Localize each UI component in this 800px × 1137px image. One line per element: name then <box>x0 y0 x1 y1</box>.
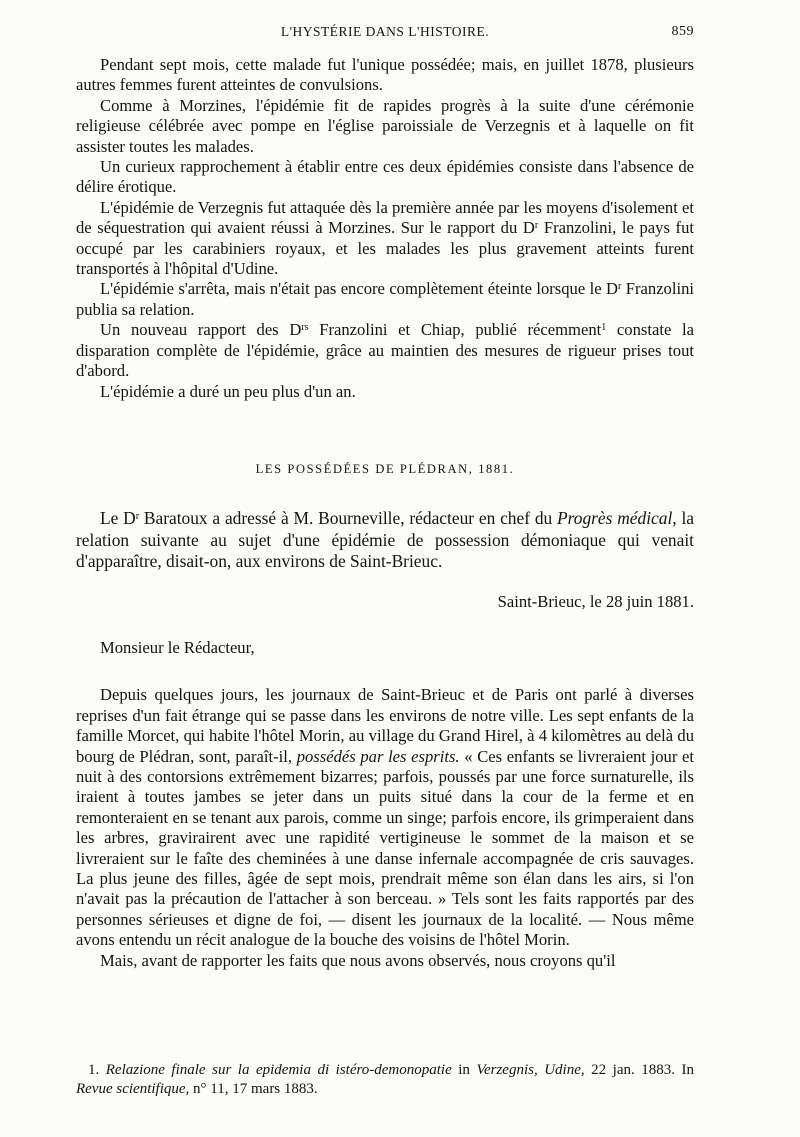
paragraph: Pendant sept mois, cette malade fut l'unique possédée; mais, en juillet 1878, plusieurs autres femmes furent atteintes de convulsions. <box>76 55 694 95</box>
letter-paragraph: Depuis quelques jours, les journaux de Saint-Brieuc et de Paris ont parlé à diverses reprises d'un fait étrange qui se passe dans les environs de notre ville. Les sept enfants de la famille Morcet, qui habite l'hôtel Morin, au village du Grand Hirel, à 4 kilomètres au delà du bourg de Plédran, sont, paraît-il, possédés par les esprits. « Ces enfants se livreraient jour et nuit à des contorsions extrêmement bizarres; parfois, poussés par une force surnaturelle, ils iraient à toutes jambes se jeter dans un puits situé dans la cour de la ferme et en remonteraient en se tenant aux parois, comme un singe; parfois encore, ils grimperaient dans les arbres, gravirairent avec une rapidité vertigineuse le sommet de la maison et se livreraient sur le faîte des cheminées à une danse infernale accompagnée de cris sauvages. La plus jeune des filles, âgée de sept mois, prendrait même son élan dans les airs, si l'on n'avait pas la précaution de l'attacher à son berceau. » Tels sont les faits rapportés par des personnes sérieuses et digne de foi, — disent les journaux de la localité. — Nous même avons entendu un récit analogue de la bouche des voisins de l'hôtel Morin. <box>76 685 695 950</box>
paragraph: L'épidémie s'arrêta, mais n'était pas encore complètement éteinte lorsque le $D^r$ Franzolini publia sa relation. <box>76 279 694 319</box>
page-number: 859 <box>671 24 694 39</box>
section-intro: Le $D^r$ Baratoux a adressé à M. Bourneville, rédacteur en chef du Progrès médical, la relation suivante au sujet d'une épidémie de possession démoniaque qui venait d'apparaître, disait-on, aux environs de Saint-Brieuc. <box>76 508 695 572</box>
section-heading: LES POSSÉDÉES DE PLÉDRAN, 1881. <box>255 461 515 476</box>
paragraph: L'épidémie a duré un peu plus d'un an. <box>100 381 356 401</box>
paragraph: Un nouveau rapport des $D^{rs}$ Franzolini et Chiap, publié récemment$^1$ constate la disparation complète de l'épidémie, grâce au maintien des mesures de rigueur prises tout d'abord. <box>76 320 694 381</box>
superscript: r <box>135 511 140 523</box>
paragraph: Un curieux rapprochement à établir entre ces deux épidémies consiste dans l'absence de délire érotique. <box>76 157 694 197</box>
running-title: L'HYSTÉRIE DANS L'HISTOIRE. <box>280 24 490 39</box>
letter-body <box>76 685 694 971</box>
footnote-mark: 1 <box>601 322 607 334</box>
superscript: r <box>534 220 539 232</box>
letter-salutation: Monsieur le Rédacteur, <box>100 637 255 657</box>
letter-date: Saint-Brieuc, le 28 juin 1881. <box>497 591 694 611</box>
footnote: 1. Relazione finale sur la epidemia di istéro-demonopatie in Verzegnis, Udine, 22 jan. 1883. In Revue scientifique, n° 11, 17 mars 1883. <box>76 1062 694 1097</box>
page-header <box>76 24 694 46</box>
letter-paragraph: Mais, avant de rapporter les faits que nous avons observés, nous croyons qu'il <box>100 950 616 970</box>
journal-title: Progrès médical, <box>557 508 677 529</box>
paragraph: L'épidémie de Verzegnis fut attaquée dès la première année par les moyens d'isolement et de séquestration qui avaient réussi à Morzines. Sur le rapport du $D^r$ Franzolini, le pays fut occupé par les carabiniers royaux, et les malades les plus gravement atteints furent transportés à l'hôpital d'Udine. <box>76 197 694 279</box>
main-text <box>76 55 694 971</box>
paragraph: Comme à Morzines, l'épidémie fit de rapides progrès à la suite d'une cérémonie religieuse célébrée avec pompe en l'église paroissiale de Verzegnis et à laquelle on fit assister toutes les malades. <box>76 95 694 156</box>
superscript: rs <box>301 322 309 334</box>
superscript: r <box>618 281 622 293</box>
